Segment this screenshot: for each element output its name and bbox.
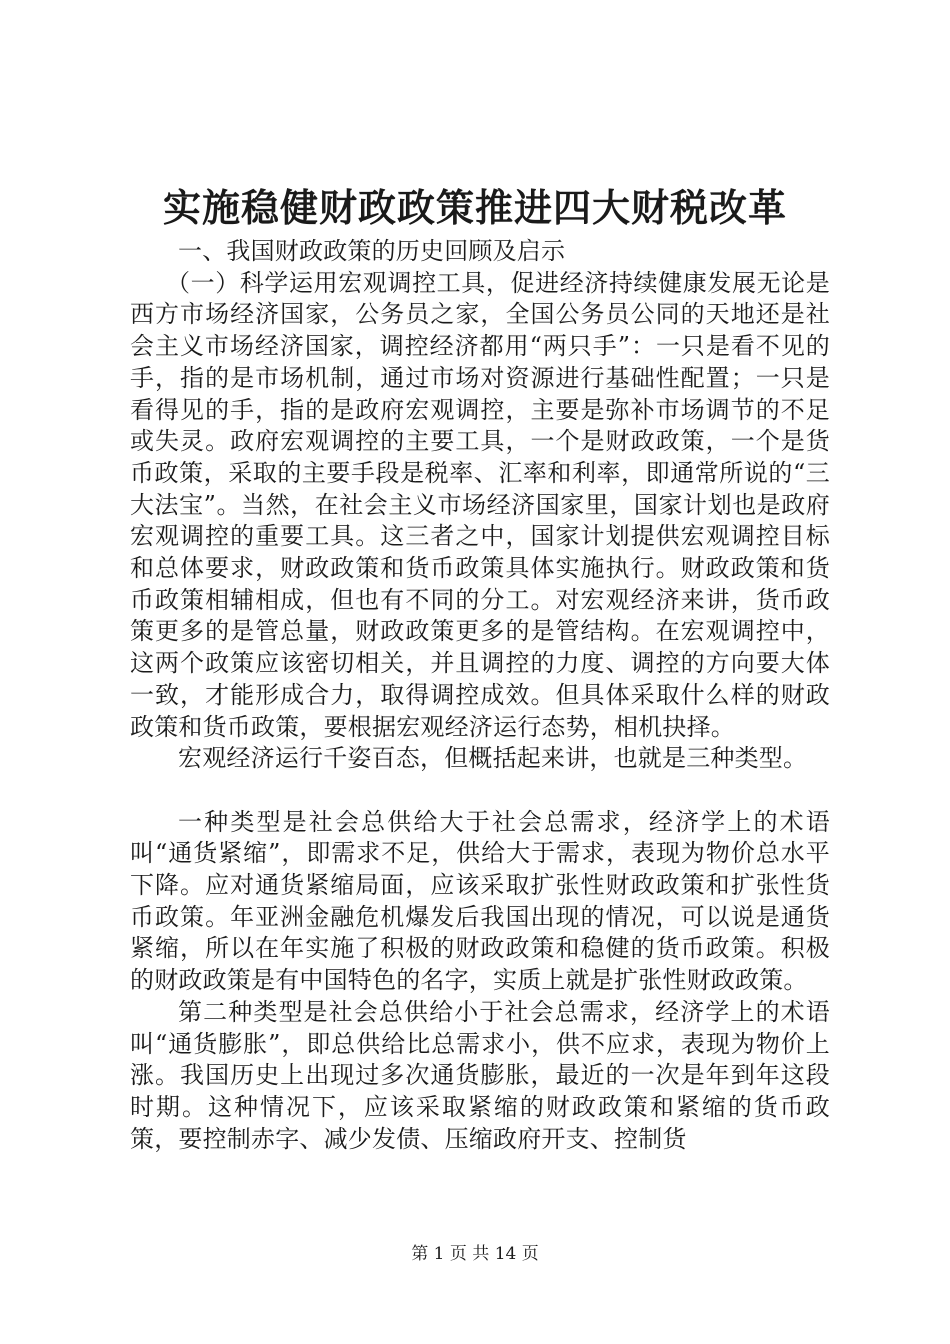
paragraph: 一种类型是社会总供给大于社会总需求，经济学上的术语叫“通货紧缩”，即需求不足，供给大于需求，表现为物价总水平下降。应对通货紧缩局面，应该采取扩张性财政政策和扩张性货币政策。年亚洲金融危机爆发后我国出现的情况，可以说是通货紧缩，所以在年实施了积极的财政政策和稳健的货币政策。积极的财政政策是有中国特色的名字，实质上就是扩张性财政政策。: [130, 807, 830, 995]
paragraph: 第二种类型是社会总供给小于社会总需求，经济学上的术语叫“通货膨胀”，即总供给比总需求小，供不应求，表现为物价上涨。我国历史上出现过多次通货膨胀，最近的一次是年到年这段时期。这种情况下，应该采取紧缩的财政政策和紧缩的货币政策，要控制赤字、减少发债、压缩政府开支、控制货: [130, 997, 830, 1153]
section-heading: 一、我国财政政策的历史回顾及启示: [178, 237, 566, 265]
paragraph: 宏观经济运行千姿百态，但概括起来讲，也就是三种类型。: [178, 744, 808, 773]
document-body: [130, 236, 830, 1155]
paragraph: （一）科学运用宏观调控工具，促进经济持续健康发展无论是西方市场经济国家，公务员之家，全国公务员公同的天地还是社会主义市场经济国家，调控经济都用“两只手”：一只是看不见的手，指的是市场机制，通过市场对资源进行基础性配置；一只是看得见的手，指的是政府宏观调控，主要是弥补市场调节的不足或失灵。政府宏观调控的主要工具，一个是财政政策，一个是货币政策，采取的主要手段是税率、汇率和利率，即通常所说的“三大法宝”。当然，在社会主义市场经济国家里，国家计划也是政府宏观调控的重要工具。这三者之中，国家计划提供宏观调控目标和总体要求，财政政策和货币政策具体实施执行。财政政策和货币政策相辅相成，但也有不同的分工。对宏观经济来讲，货币政策更多的是管总量，财政政策更多的是管结构。在宏观调控中，这两个政策应该密切相关，并且调控的力度、调控的方向要大体一致，才能形成合力，取得调控成效。但具体采取什么样的财政政策和货币政策，要根据宏观经济运行态势，相机抉择。: [130, 268, 830, 741]
page-number: 第 1 页 共 14 页: [411, 1244, 539, 1264]
page-title: 实施稳健财政政策推进四大财税改革: [162, 185, 787, 230]
